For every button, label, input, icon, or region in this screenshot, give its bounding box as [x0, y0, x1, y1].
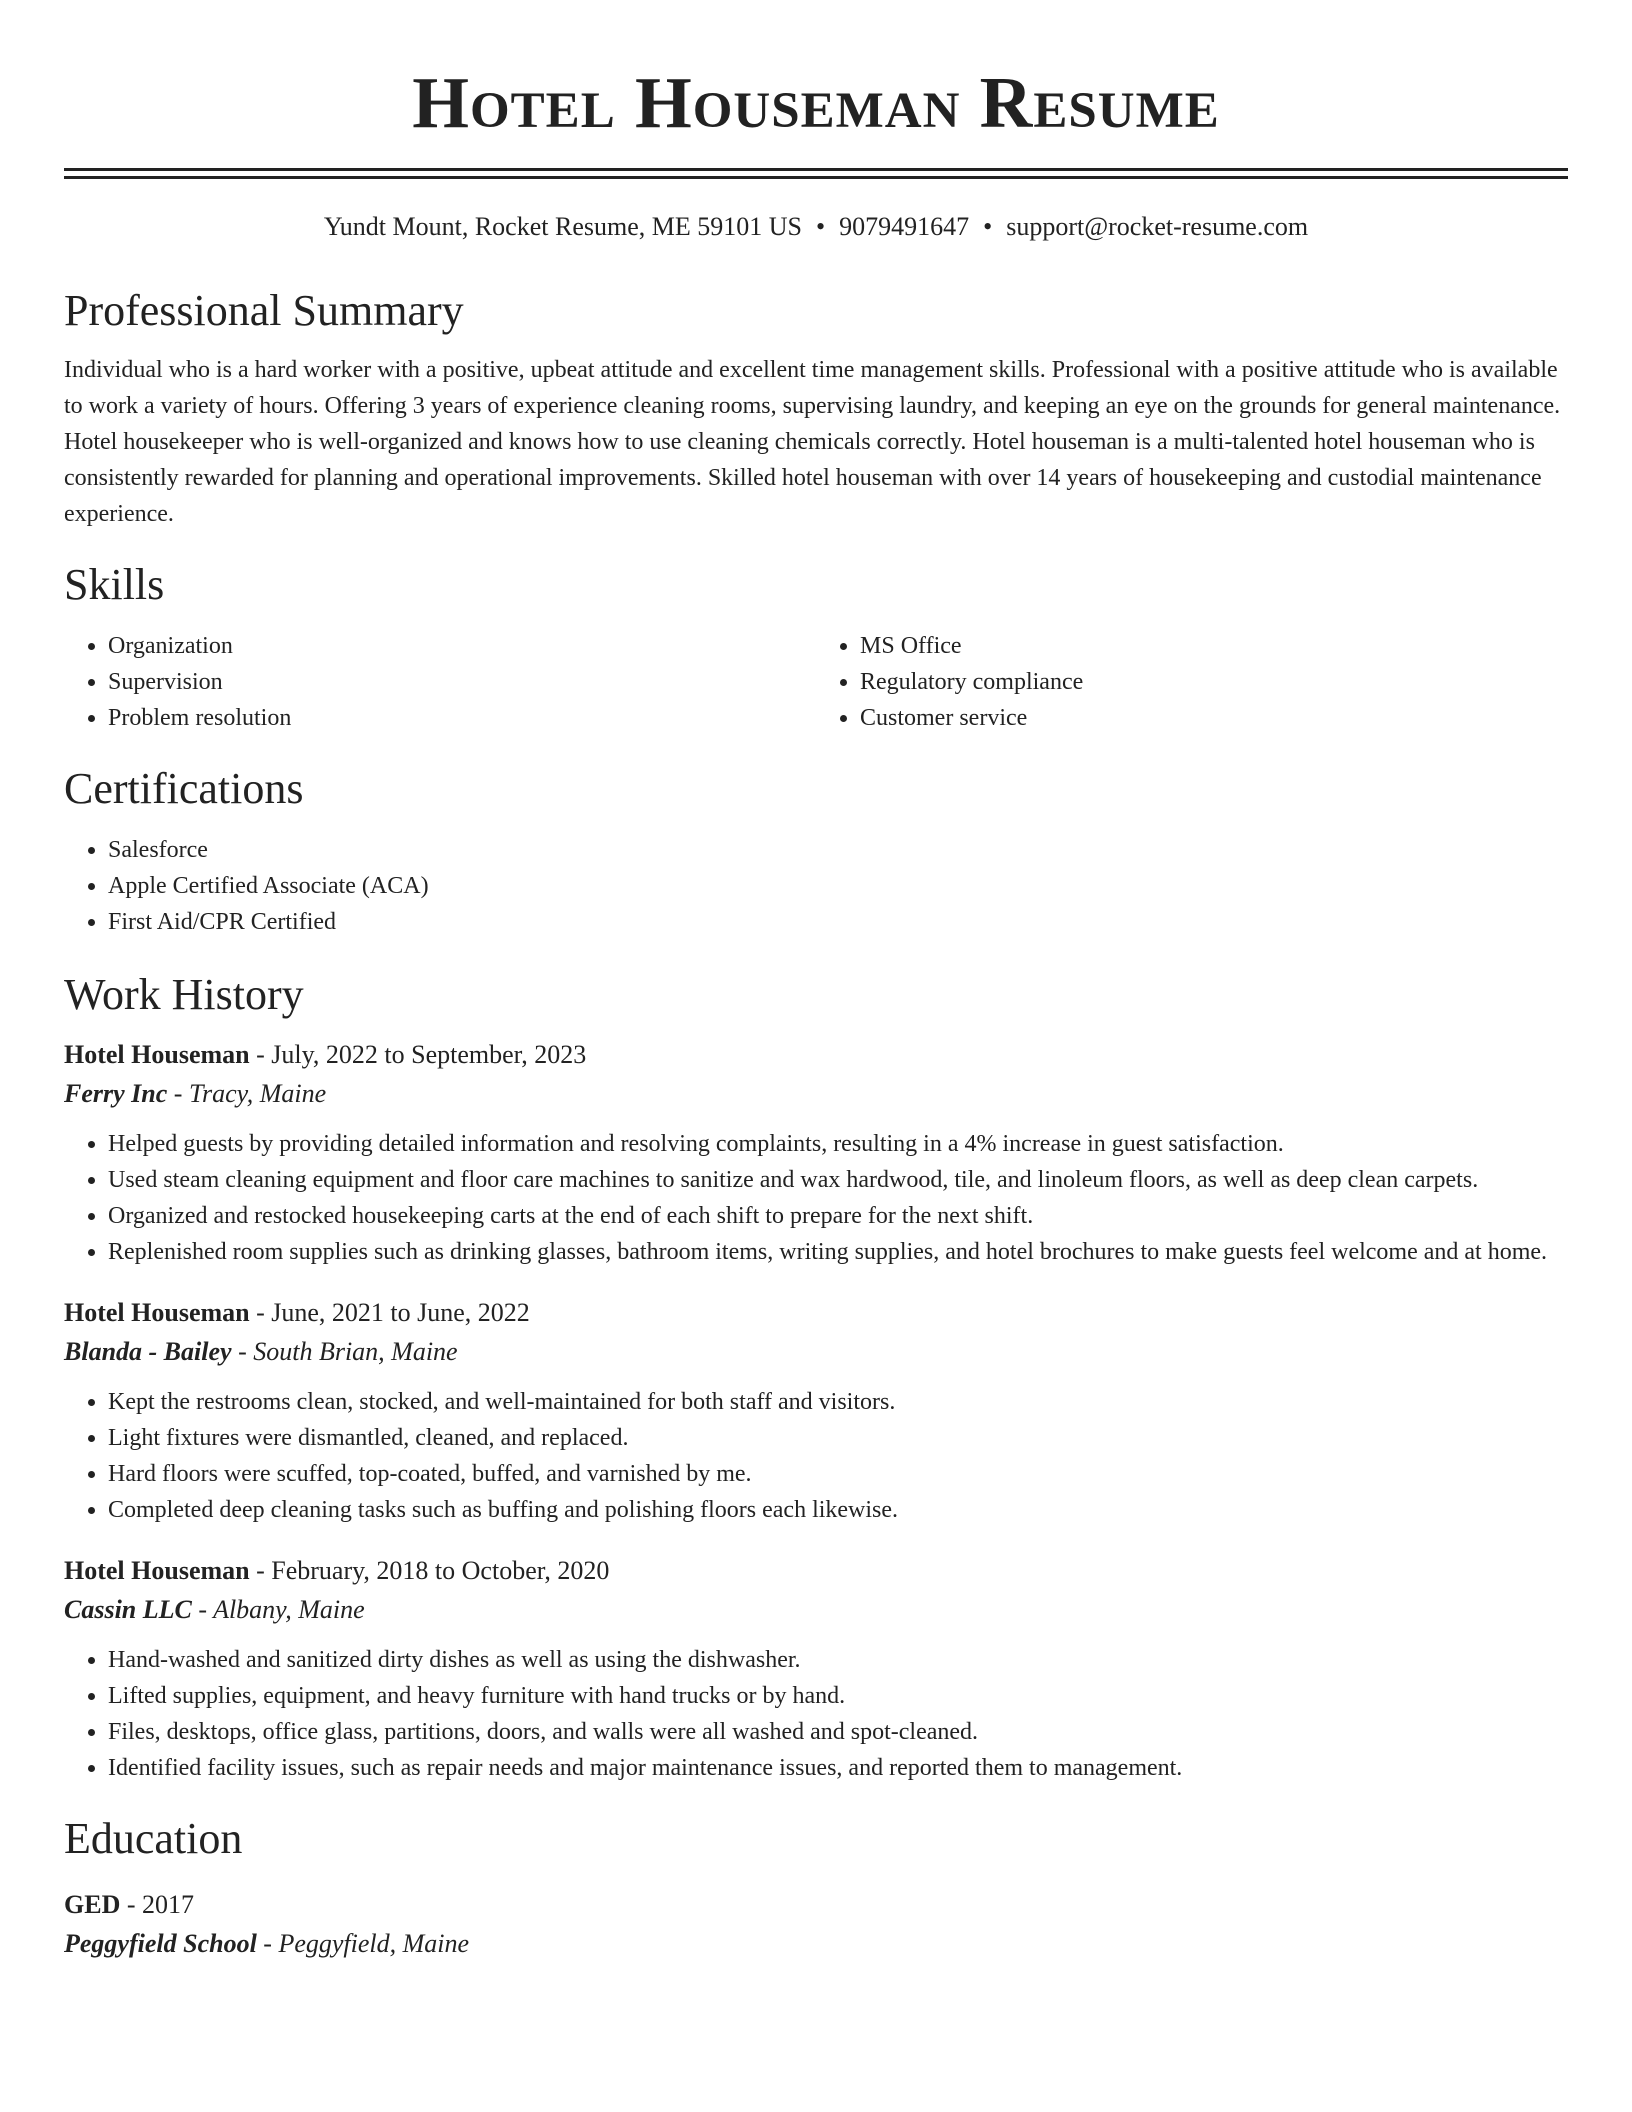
summary-heading: Professional Summary — [64, 286, 464, 335]
contact-separator: • — [983, 212, 993, 241]
certifications-heading: Certifications — [64, 764, 304, 813]
job-company-line — [64, 1074, 1568, 1114]
job-entry — [64, 1552, 1568, 1786]
certifications-list — [64, 832, 1568, 940]
job-dates: - July, 2022 to September, 2023 — [249, 1040, 587, 1069]
job-bullet: • Kept the restrooms clean, stocked, and well-maintained for both staff and visitors. — [108, 1384, 1568, 1420]
certification-item: • Salesforce — [108, 832, 1568, 868]
job-bullet: • Completed deep cleaning tasks such as buffing and polishing floors each likewise. — [108, 1492, 1568, 1528]
job-entry — [64, 1036, 1568, 1270]
certification-item: • First Aid/CPR Certified — [108, 904, 1568, 940]
skill-item: • Regulatory compliance — [860, 664, 1568, 700]
skills-columns — [64, 628, 1568, 736]
skill-item: • Problem resolution — [108, 700, 816, 736]
education-school-line — [64, 1924, 1568, 1964]
education-heading: Education — [64, 1814, 243, 1863]
job-title-line — [64, 1036, 1568, 1074]
job-dates: - February, 2018 to October, 2020 — [249, 1556, 610, 1585]
education-year: - 2017 — [120, 1890, 195, 1919]
job-bullets — [64, 1642, 1568, 1786]
title-divider — [64, 168, 1568, 179]
education-entry — [64, 1886, 1568, 1964]
job-bullet: • Replenished room supplies such as drinking glasses, bathroom items, writing supplies, and hotel brochures to make guests feel welcome and at home. — [108, 1234, 1568, 1270]
job-bullet: • Hard floors were scuffed, top-coated, buffed, and varnished by me. — [108, 1456, 1568, 1492]
job-title: Hotel Houseman — [64, 1298, 250, 1327]
job-company: Ferry Inc — [64, 1079, 168, 1108]
education-degree: GED — [64, 1890, 121, 1919]
skill-item: • Customer service — [860, 700, 1568, 736]
job-bullet: • Hand-washed and sanitized dirty dishes as well as using the dishwasher. — [108, 1642, 1568, 1678]
certification-item: • Apple Certified Associate (ACA) — [108, 868, 1568, 904]
job-title-line — [64, 1552, 1568, 1590]
job-location: - South Brian, Maine — [231, 1337, 458, 1366]
job-bullet: • Files, desktops, office glass, partitions, doors, and walls were all washed and spot-cleaned. — [108, 1714, 1568, 1750]
job-entry — [64, 1294, 1568, 1528]
contact-separator: • — [815, 212, 826, 241]
job-company-line — [64, 1590, 1568, 1630]
job-bullet: • Organized and restocked housekeeping carts at the end of each shift to prepare for the next shift. — [108, 1198, 1568, 1234]
job-title: Hotel Houseman — [64, 1040, 250, 1069]
job-title: Hotel Houseman — [64, 1556, 250, 1585]
job-bullet: • Lifted supplies, equipment, and heavy furniture with hand trucks or by hand. — [108, 1678, 1568, 1714]
job-title-line — [64, 1294, 1568, 1332]
job-bullets — [64, 1384, 1568, 1528]
skill-item: • Organization — [108, 628, 816, 664]
job-company: Cassin LLC — [64, 1595, 192, 1624]
resume-title: Hotel Houseman Resume — [412, 62, 1220, 143]
work-history-heading: Work History — [64, 970, 304, 1019]
education-location: - Peggyfield, Maine — [256, 1929, 470, 1958]
education-school: Peggyfield School — [64, 1929, 257, 1958]
summary-text: Individual who is a hard worker with a positive, upbeat attitude and excellent time management skills. Professional with a positive attitude who is available to work a variety of hours. Offering 3 years of experience cleaning rooms, supervising laundry, and keeping an eye on the grounds for general maintenance. Hotel housekeeper who is well-organized and knows how to use cleaning chemicals correctly. Hotel houseman is a multi-talented hotel houseman who is consistently rewarded for planning and operational improvements. Skilled hotel houseman with over 14 years of housekeeping and custodial maintenance experience. — [64, 357, 1561, 527]
skills-list-left — [64, 628, 816, 736]
job-dates: - June, 2021 to June, 2022 — [249, 1298, 530, 1327]
job-location: - Albany, Maine — [191, 1595, 365, 1624]
job-bullet: • Light fixtures were dismantled, cleaned, and replaced. — [108, 1420, 1568, 1456]
contact-line — [64, 210, 1568, 244]
job-bullet: • Helped guests by providing detailed information and resolving complaints, resulting in a 4% increase in guest satisfaction. — [108, 1126, 1568, 1162]
skills-list-right — [816, 628, 1568, 736]
job-company-line — [64, 1332, 1568, 1372]
job-bullet: • Identified facility issues, such as repair needs and major maintenance issues, and reported them to management. — [108, 1750, 1568, 1786]
skill-item: • Supervision — [108, 664, 816, 700]
job-company: Blanda - Bailey — [64, 1337, 232, 1366]
job-bullet: • Used steam cleaning equipment and floor care machines to sanitize and wax hardwood, tile, and linoleum floors, as well as deep clean carpets. — [108, 1162, 1568, 1198]
contact-phone: 9079491647 — [839, 212, 970, 241]
education-degree-line — [64, 1886, 1568, 1924]
job-location: - Tracy, Maine — [167, 1079, 327, 1108]
contact-email: support@rocket-resume.com — [1006, 212, 1309, 241]
contact-address: Yundt Mount, Rocket Resume, ME 59101 US — [323, 212, 802, 241]
skill-item: • MS Office — [860, 628, 1568, 664]
job-bullets — [64, 1126, 1568, 1270]
skills-heading: Skills — [64, 560, 165, 609]
